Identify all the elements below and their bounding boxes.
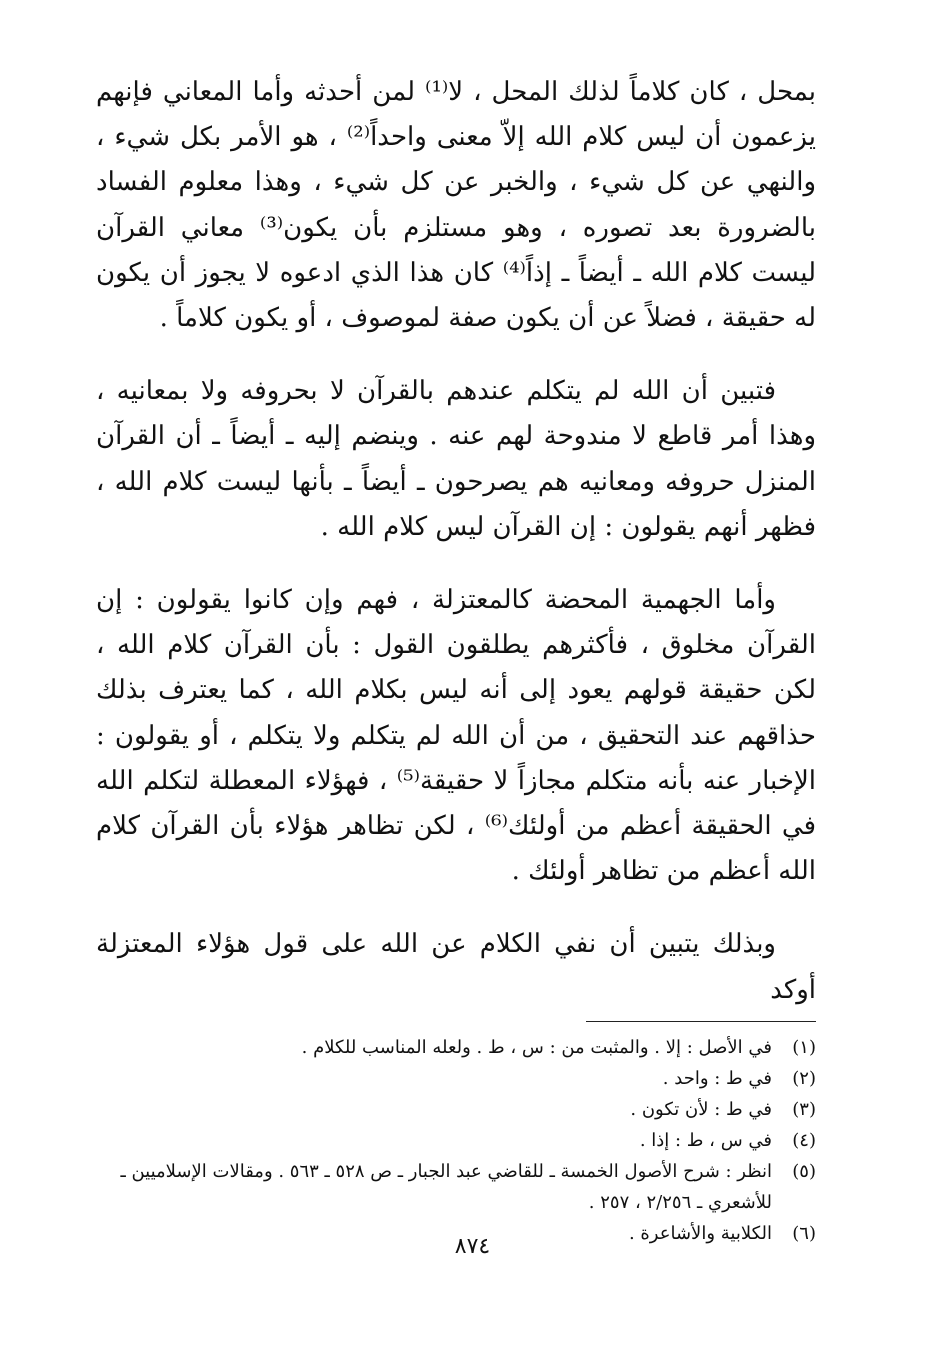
page-body [96, 70, 816, 1249]
footnote-item [96, 1094, 816, 1125]
footnotes-list [96, 1032, 816, 1249]
footnote-number: (٤) [792, 1129, 816, 1151]
footnote-text: انظر : شرح الأصول الخمسة ـ للقاضي عبد الجبار ـ ص ٥٢٨ ـ ٥٦٣ . ومقالات الإسلاميين ـ للأشعري ـ ٢/٢٥٦ ، ٢٥٧ . [120, 1160, 772, 1213]
footnote-number: (٦) [792, 1222, 816, 1244]
footnote-number: (٣) [792, 1098, 816, 1120]
paragraph-2: فتبين أن الله لم يتكلم عندهم بالقرآن لا بحروفه ولا بمعانيه ، وهذا أمر قاطع لا مندوحة لهم عنه . وينضم إليه ـ أيضاً ـ أن القرآن المنزل حروفه ومعانيه هم يصرحون ـ أيضاً ـ بأنها ليست كلام الله ، فظهر أنهم يقولون : إن القرآن ليس كلام الله . [96, 376, 816, 542]
footnote-item [96, 1032, 816, 1063]
page-number: ٨٧٤ [454, 1234, 491, 1259]
paragraph-4: وبذلك يتبين أن نفي الكلام عن الله على قول هؤلاء المعتزلة أوكد [96, 929, 816, 1005]
paragraph-3: وأما الجهمية المحضة كالمعتزلة ، فهم وإن كانوا يقولون : إن القرآن مخلوق ، فأكثرهم يطلقون القول : بأن القرآن كلام الله ، لكن حقيقة قولهم يعود إلى أنه ليس بكلام الله ، كما يعترف بذلك حذاقهم عند التحقيق ، من أن الله لم يتكلم ولا يتكلم ، أو يقولون : الإخبار عنه بأنه متكلم مجازاً لا حقيقة⁽⁵⁾ ، فهؤلاء المعطلة لتكلم الله في الحقيقة أعظم من أولئك⁽⁶⁾ ، لكن تظاهر هؤلاء بأن القرآن كلام الله أعظم من تظاهر أولئك . [96, 585, 817, 887]
footnote-text: في ط : واحد . [662, 1067, 772, 1089]
footnote-number: (٢) [792, 1067, 816, 1089]
paragraph-1: بمحل ، كان كلاماً لذلك المحل ، لا⁽¹⁾ لمن أحدثه وأما المعاني فإنهم يزعمون أن ليس كلام الله إلاّ معنى واحداً⁽²⁾ ، هو الأمر بكل شيء ، والنهي عن كل شيء ، والخبر عن كل شيء ، وهذا معلوم الفساد بالضرورة بعد تصوره ، وهو مستلزم بأن يكون⁽³⁾ معاني القرآن ليست كلام الله ـ أيضاً ـ إذاً⁽⁴⁾ كان هذا الذي ادعوه لا يجوز أن يكون له حقيقة ، فضلاً عن أن يكون صفة لموصوف ، أو يكون كلاماً . [96, 77, 817, 334]
footnote-text: الكلابية والأشاعرة . [628, 1222, 772, 1244]
footnote-item [96, 1156, 816, 1218]
footnote-text: في ط : لأن تكون . [630, 1098, 772, 1120]
footnote-item [96, 1125, 816, 1156]
footnote-item [96, 1063, 816, 1094]
footnote-text: في الأصل : إلا . والمثبت من : س ، ط . ولعله المناسب للكلام . [301, 1036, 772, 1058]
footnote-divider [586, 1021, 816, 1022]
footnote-number: (٥) [792, 1160, 816, 1182]
footnote-text: في س ، ط : إذا . [639, 1129, 772, 1151]
footnote-number: (١) [792, 1036, 816, 1058]
